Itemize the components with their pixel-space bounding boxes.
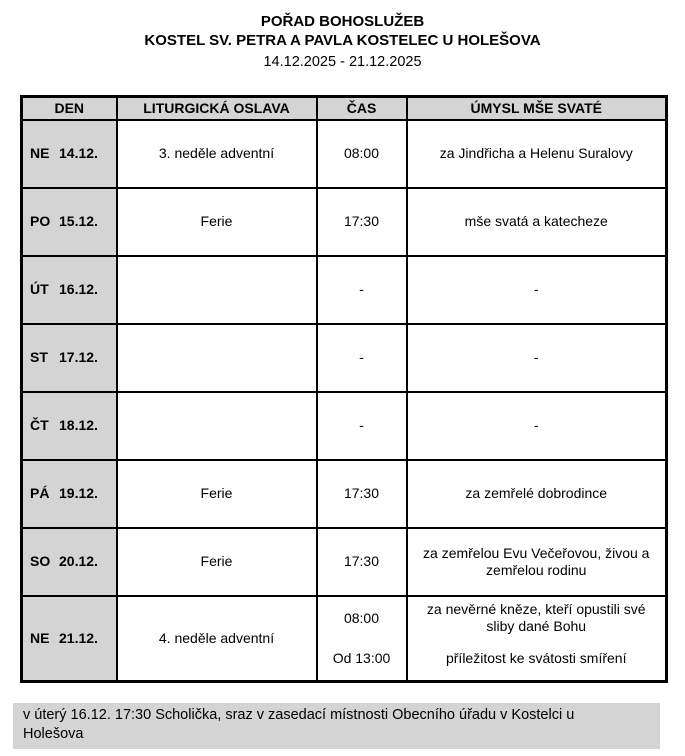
time-cell <box>317 120 407 188</box>
intention-value: - <box>533 417 539 433</box>
table-row <box>22 596 667 682</box>
day-cell <box>22 596 117 682</box>
celebration-cell: Ferie <box>117 188 317 256</box>
intention-cell <box>407 528 667 596</box>
table-row <box>22 392 667 460</box>
intention-stack <box>413 213 661 230</box>
intention-cell <box>407 256 667 324</box>
time-value: Od 13:00 <box>332 649 391 666</box>
column-header-den: DEN <box>22 97 117 120</box>
time-cell <box>317 460 407 528</box>
intention-cell <box>407 188 667 256</box>
day-cell <box>22 392 117 460</box>
time-stack <box>320 553 404 570</box>
page-header <box>0 0 685 72</box>
table-header-row <box>22 97 667 120</box>
intention-stack <box>413 485 661 502</box>
time-stack <box>320 213 404 230</box>
day-cell <box>22 460 117 528</box>
time-value: 17:30 <box>343 553 380 569</box>
intention-value: příležitost ke svátosti smíření <box>445 649 627 666</box>
day-date: 21.12. <box>59 629 98 646</box>
day-abbreviation: ST <box>30 349 48 365</box>
time-value: 17:30 <box>343 213 380 229</box>
intention-stack <box>413 349 661 366</box>
day-date: 18.12. <box>59 417 98 433</box>
church-name: KOSTEL SV. PETRA A PAVLA KOSTELEC U HOLEŠOVA <box>144 32 541 49</box>
intention-value: za nevěrné kněze, kteří opustili své sliby dané Bohu <box>426 601 646 635</box>
table-row <box>22 256 667 324</box>
time-stack <box>320 417 404 434</box>
table-row <box>22 120 667 188</box>
schedule-table <box>20 95 668 683</box>
day-abbreviation: ČT <box>30 417 49 433</box>
intention-stack <box>413 545 661 579</box>
day-date: 16.12. <box>59 281 98 297</box>
celebration-cell <box>117 324 317 392</box>
intention-cell <box>407 324 667 392</box>
intention-value: za zemřelou Evu Večeřovou, živou a zemřelou rodinu <box>423 544 650 578</box>
time-value: 08:00 <box>343 145 380 161</box>
day-cell <box>22 120 117 188</box>
table-row <box>22 460 667 528</box>
intention-cell <box>407 392 667 460</box>
day-date: 15.12. <box>59 213 98 229</box>
intention-cell <box>407 596 667 682</box>
celebration-cell <box>117 256 317 324</box>
day-date: 20.12. <box>59 553 98 569</box>
footer-note: v úterý 16.12. 17:30 Scholička, sraz v zasedací místnosti Obecního úřadu v Kostelci u Holešova <box>13 703 660 749</box>
column-header-cas: ČAS <box>317 97 407 120</box>
time-stack <box>320 598 404 678</box>
time-value: 08:00 <box>343 609 380 626</box>
time-value: - <box>359 281 364 297</box>
day-cell <box>22 324 117 392</box>
column-header-umysl-mse-svate: ÚMYSL MŠE SVATÉ <box>407 97 667 120</box>
day-date: 14.12. <box>59 145 98 161</box>
intention-stack <box>413 281 661 298</box>
intention-stack <box>413 417 661 434</box>
day-abbreviation: PÁ <box>30 485 50 501</box>
day-abbreviation: PO <box>30 213 51 229</box>
time-value: - <box>359 349 364 365</box>
table-row <box>22 528 667 596</box>
day-cell <box>22 256 117 324</box>
table-row <box>22 324 667 392</box>
day-abbreviation: NE <box>30 145 50 161</box>
celebration-cell <box>117 392 317 460</box>
time-value: - <box>359 417 364 433</box>
day-abbreviation: ÚT <box>30 281 49 297</box>
time-cell <box>317 188 407 256</box>
intention-cell <box>407 460 667 528</box>
intention-value: - <box>533 281 539 297</box>
intention-value: za Jindřicha a Helenu Suralovy <box>439 145 633 161</box>
intention-value: za zemřelé dobrodince <box>465 485 608 501</box>
table-row <box>22 188 667 256</box>
intention-cell <box>407 120 667 188</box>
intention-stack <box>413 598 661 678</box>
time-stack <box>320 145 404 162</box>
time-stack <box>320 349 404 366</box>
celebration-cell: 4. neděle adventní <box>117 596 317 682</box>
celebration-cell: Ferie <box>117 528 317 596</box>
schedule-table-body <box>22 120 667 682</box>
time-cell <box>317 392 407 460</box>
celebration-cell: 3. neděle adventní <box>117 120 317 188</box>
day-abbreviation: SO <box>30 553 51 569</box>
time-stack <box>320 485 404 502</box>
day-cell <box>22 528 117 596</box>
day-date: 19.12. <box>59 485 98 501</box>
intention-value: - <box>533 349 539 365</box>
date-range: 14.12.2025 - 21.12.2025 <box>263 54 422 70</box>
time-cell <box>317 596 407 682</box>
day-date: 17.12. <box>59 349 98 365</box>
intention-value: mše svatá a katecheze <box>464 213 608 229</box>
column-header-liturgicka-oslava: LITURGICKÁ OSLAVA <box>117 97 317 120</box>
time-value: 17:30 <box>343 485 380 501</box>
time-cell <box>317 324 407 392</box>
celebration-cell: Ferie <box>117 460 317 528</box>
intention-stack <box>413 145 661 162</box>
time-cell <box>317 256 407 324</box>
page-title: POŘAD BOHOSLUŽEB <box>260 13 425 30</box>
day-abbreviation: NE <box>30 629 50 646</box>
time-stack <box>320 281 404 298</box>
day-cell <box>22 188 117 256</box>
time-cell <box>317 528 407 596</box>
